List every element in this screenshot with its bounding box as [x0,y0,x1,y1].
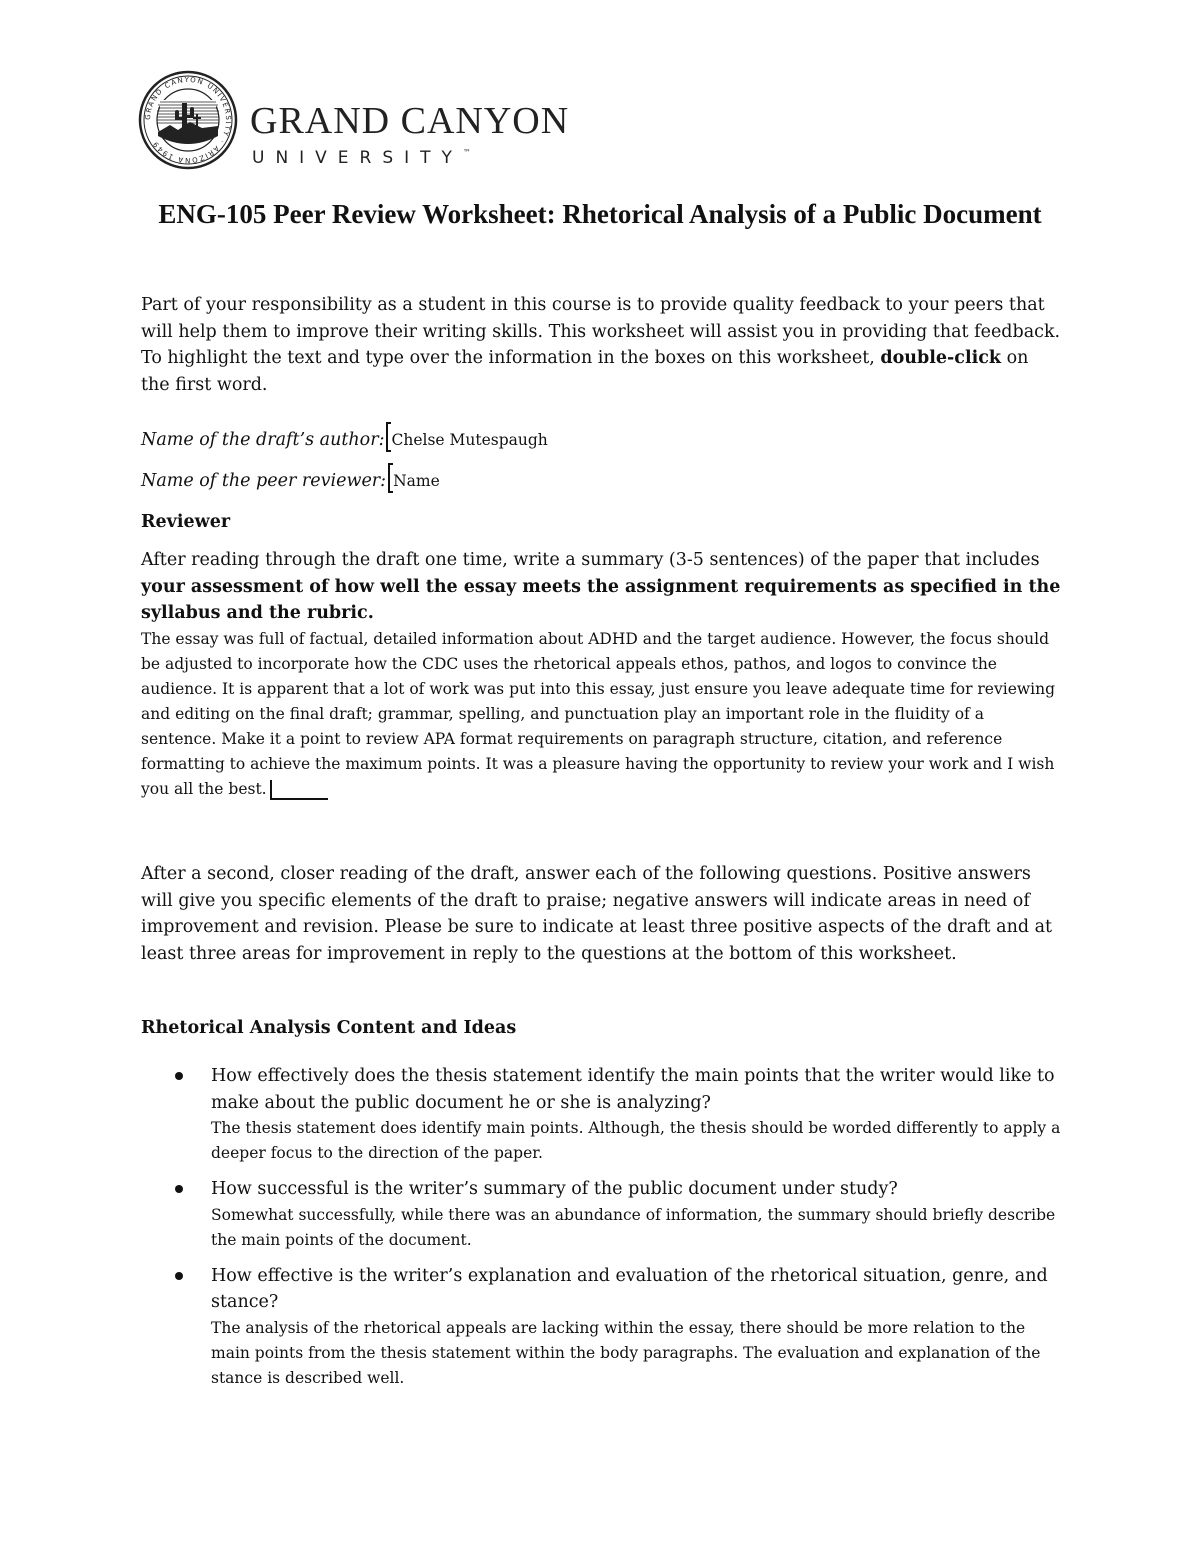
reviewer-prompt: After reading through the draft one time, write a summary (3-5 sentences) of the paper that includes your assessment of how well the essay meets the assignment requirements as specified in the syllabus and the rubric. [141,550,1061,623]
author-field [141,422,1061,454]
list-item [141,1176,1061,1253]
question-text: How effective is the writer’s explanation and evaluation of the rhetorical situation, genre, and stance? [211,1265,1048,1312]
university-logo [138,70,598,170]
section-heading: Rhetorical Analysis Content and Ideas [141,1018,517,1038]
svg-text:GRAND CANYON UNIVERSITY · ARIZ: GRAND CANYON UNIVERSITY · ARIZONA 1949 [143,75,233,165]
bullet-icon [175,1272,183,1280]
bullet-icon [175,1185,183,1193]
question-list [141,1063,1061,1401]
page-title: ENG-105 Peer Review Worksheet: Rhetorical Analysis of a Public Document [158,199,1042,229]
answer-text[interactable]: The thesis statement does identify main points. Although, the thesis should be worded differently to apply a deeper focus to the direction of the paper. [211,1119,1061,1162]
brand-name: GRAND CANYON [250,100,570,142]
answer-text[interactable]: The analysis of the rhetorical appeals are lacking within the essay, there should be more relation to the main points from the thesis statement within the body paragraphs. The evaluation and explanation of the stance is described well. [211,1318,1041,1387]
bullet-icon [175,1072,183,1080]
brand-subtitle: UNIVERSITY™ [252,148,471,168]
author-input[interactable]: Chelse Mutespaugh [391,431,548,449]
intro-paragraph: Part of your responsibility as a student in this course is to provide quality feedback to your peers that will help them to improve their writing skills. This worksheet will assist you in providing that feedback. To highlight the text and type over the information in the boxes on this worksheet, double-click on the first word. [141,295,1061,395]
author-label: Name of the draft’s author: [141,430,385,450]
question-text: How successful is the writer’s summary of the public document under study? [211,1179,898,1199]
answer-text[interactable]: Somewhat successfully, while there was an abundance of information, the summary should briefly describe the main points of the document. [211,1205,1056,1249]
university-seal-icon [138,70,238,170]
list-item [141,1063,1061,1166]
reviewer-label: Name of the peer reviewer: [141,471,387,491]
second-reading-paragraph: After a second, closer reading of the draft, answer each of the following questions. Positive answers will give you specific elements of the draft to praise; negative answers will indicate areas in need of improvement and revision. Please be sure to indicate at least three positive aspects of the draft and at least three areas for improvement in reply to the questions at the bottom of this worksheet. [141,864,1053,964]
reviewer-field [141,463,1061,495]
list-item [141,1263,1061,1391]
reviewer-heading: Reviewer [141,512,231,532]
text-box-end-icon [270,780,328,800]
reviewer-response[interactable]: The essay was full of factual, detailed information about ADHD and the target audience. However, the focus should be adjusted to incorporate how the CDC uses the rhetorical appeals ethos, pathos, and logos to convince the audience. It is apparent that a lot of work was put into this essay, just ensure you leave adequate time for reviewing and editing on the final draft; grammar, spelling, and punctuation play an important role in the fluidity of a sentence. Make it a point to review APA format requirements on paragraph structure, citation, and reference formatting to achieve the maximum points. It was a pleasure having the opportunity to review your work and I wish you all the best. [141,630,1056,798]
question-text: How effectively does the thesis statement identify the main points that the writer would like to make about the public document he or she is analyzing? [211,1066,1055,1113]
reviewer-input[interactable]: Name [393,472,440,490]
